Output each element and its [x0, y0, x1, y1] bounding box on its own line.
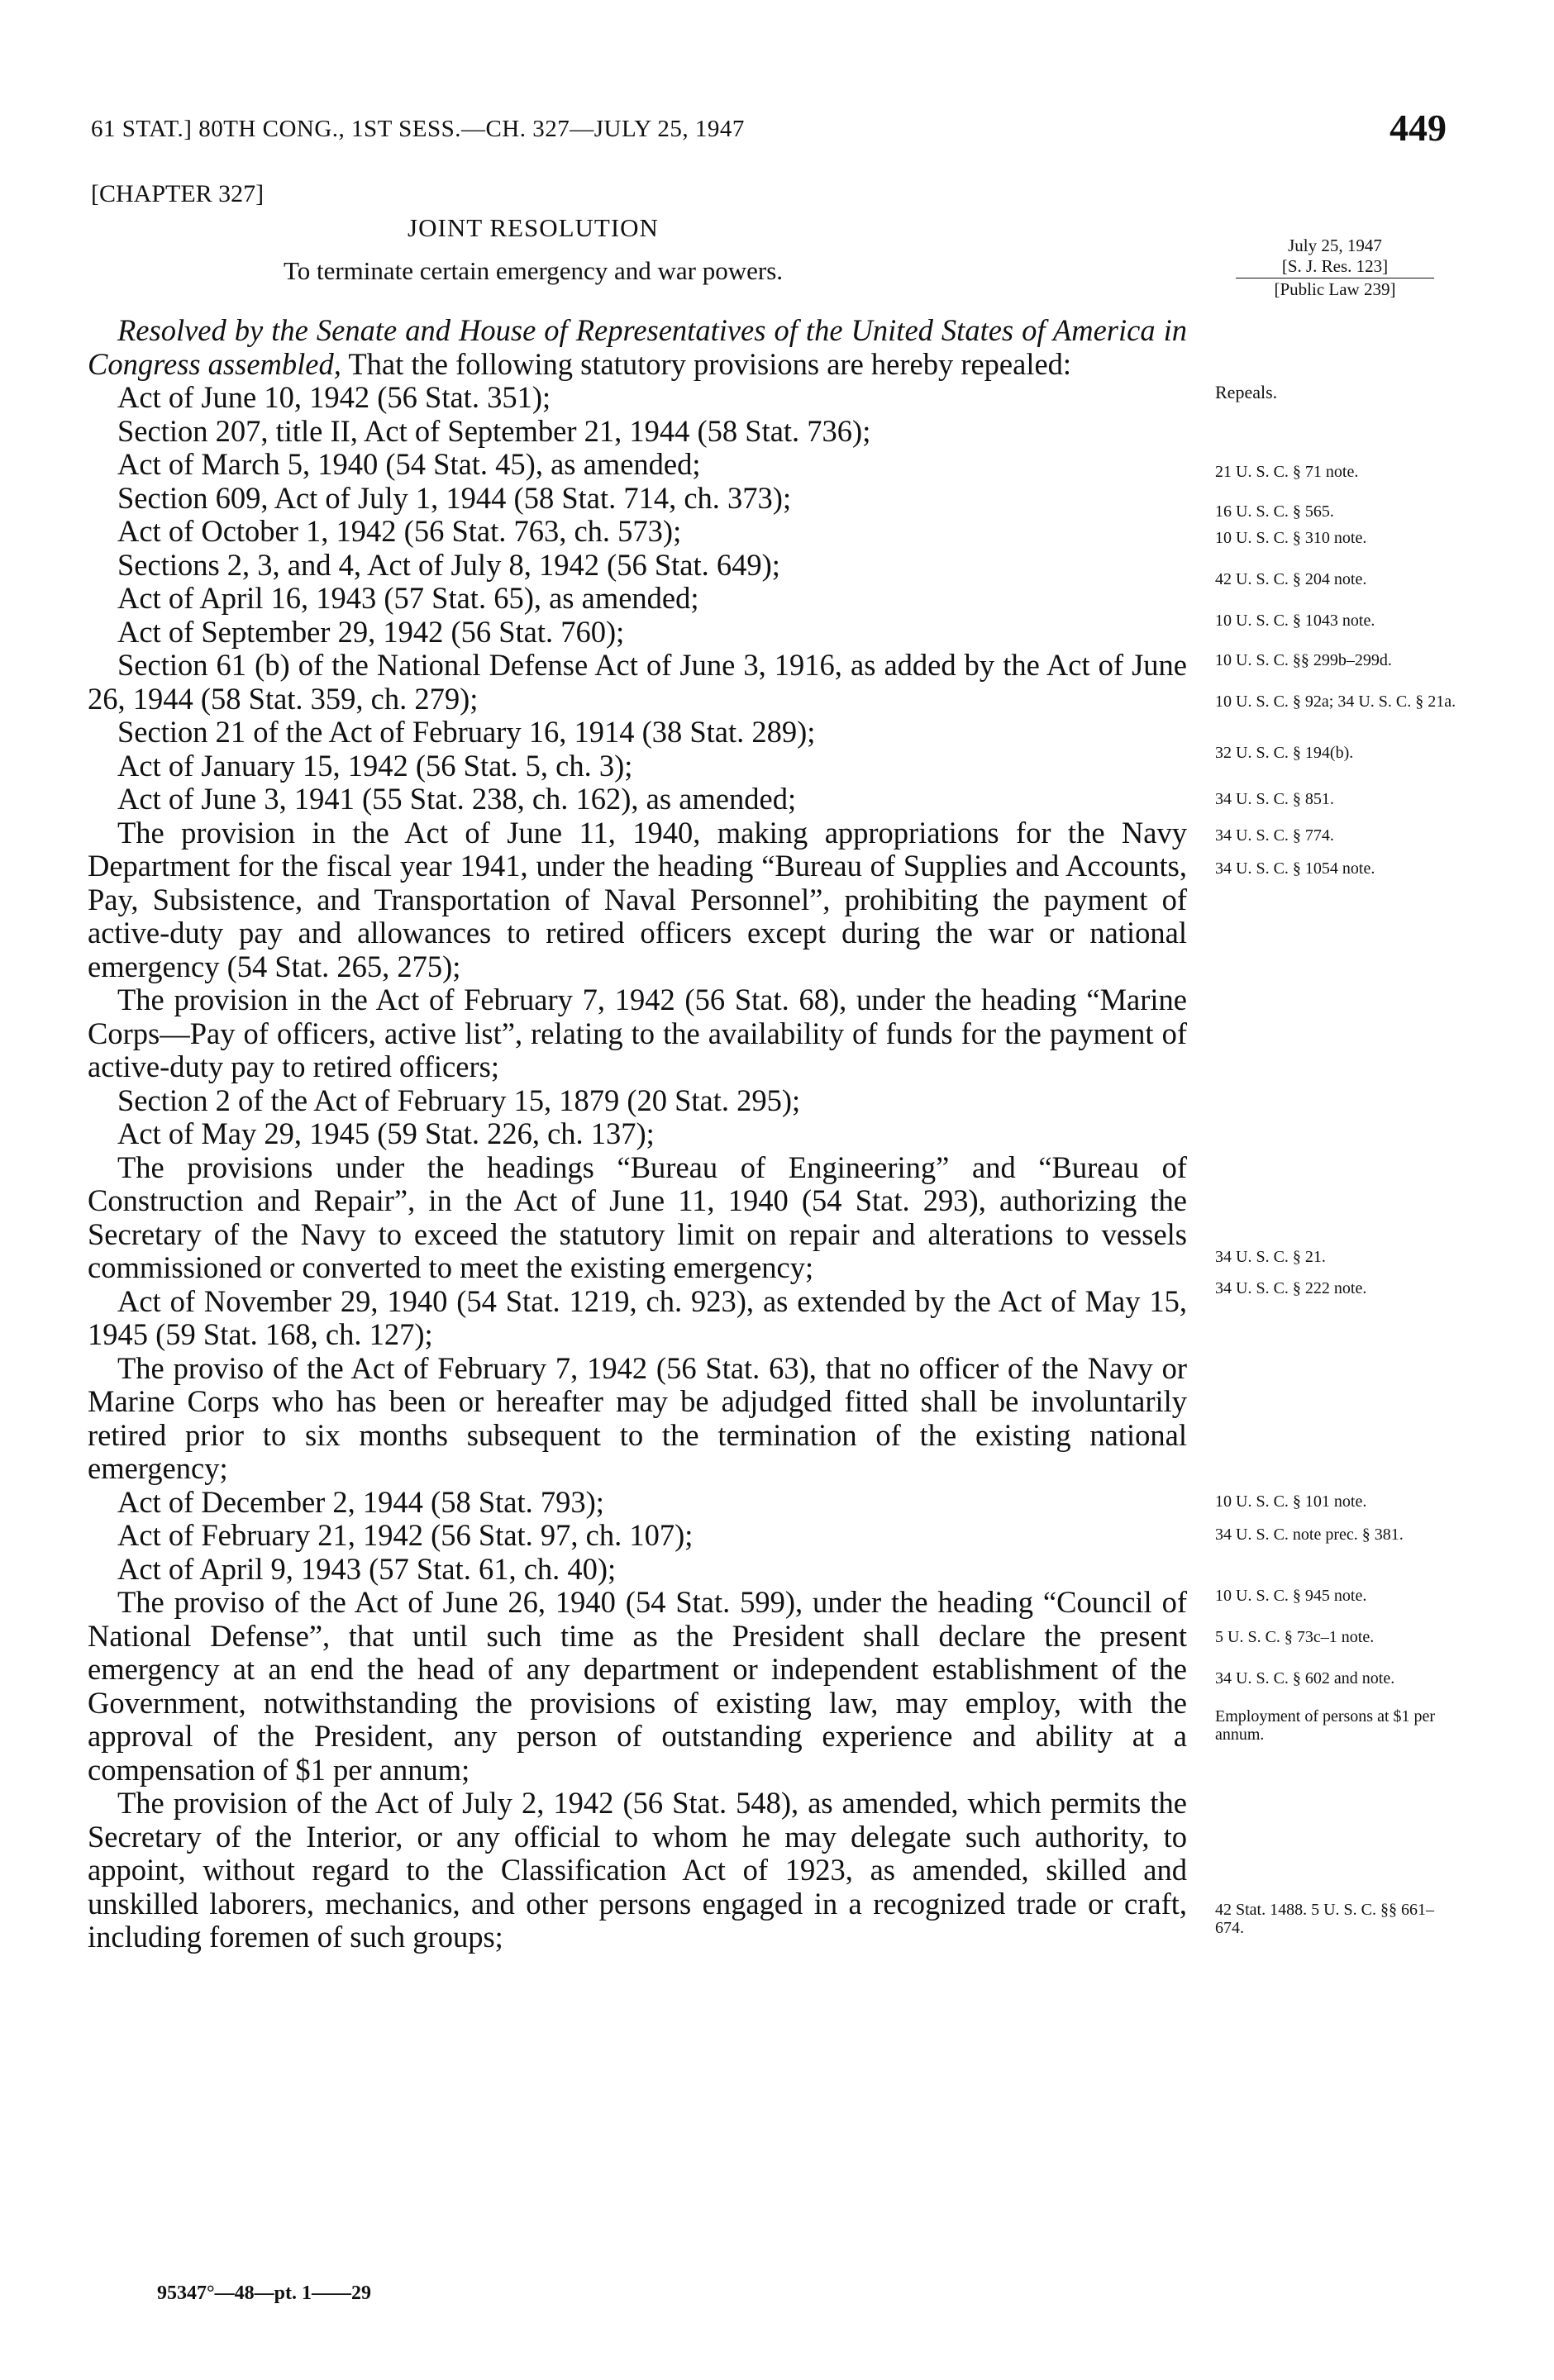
statute-paragraph: The provision in the Act of February 7, 1942 (56 Stat. 68), under the heading “Marine Corps—Pay of officers, active list”, relating to the availability of funds for the payment of active-duty pay to retired officers;	[88, 983, 1187, 1083]
statute-paragraph: Act of April 9, 1943 (57 Stat. 61, ch. 40);	[117, 1551, 617, 1586]
statute-paragraph: Section 609, Act of July 1, 1944 (58 Stat. 714, ch. 373);	[117, 480, 792, 515]
margin-note: 34 U. S. C. § 1054 note.	[1215, 859, 1375, 878]
margin-note: 10 U. S. C. §§ 299b–299d.	[1215, 651, 1392, 669]
statute-paragraph: Act of September 29, 1942 (56 Stat. 760);	[117, 614, 625, 649]
statute-paragraph: The proviso of the Act of June 26, 1940 (54 Stat. 599), under the heading “Council of National Defense”, that until such time as the President shall declare the present emergency at an end the head of any department or independent establishment of the Government, notwithstanding the provisions of existing law, may employ, with the approval of the President, any person of outstanding experience and ability at a compensation of $1 per annum;	[88, 1585, 1187, 1787]
enacting-clause-italic: Resolved by the Senate and House of Representatives of the United States of America in Congress assembled,	[88, 313, 1187, 381]
enactment-date: July 25, 1947	[1288, 236, 1382, 255]
statute-paragraph: Section 21 of the Act of February 16, 1914 (38 Stat. 289);	[117, 715, 816, 749]
page-number: 449	[1390, 107, 1447, 149]
statute-paragraph: The provision of the Act of July 2, 1942 (56 Stat. 548), as amended, which permits the Secretary of the Interior, or any official to whom he may delegate such authority, to appoint, without regard to the Classification Act of 1923, as amended, skilled and unskilled laborers, mechanics, and other persons engaged in a recognized trade or craft, including foremen of such groups;	[88, 1786, 1187, 1954]
margin-note: 10 U. S. C. § 310 note.	[1215, 529, 1367, 547]
statute-paragraph: Act of October 1, 1942 (56 Stat. 763, ch. 573);	[117, 514, 682, 548]
margin-note: 34 U. S. C. § 602 and note.	[1215, 1669, 1395, 1687]
enacting-clause-rest: That the following statutory provisions are hereby repealed:	[341, 346, 1072, 381]
statute-paragraph: The provision in the Act of June 11, 1940, making appropriations for the Navy Department for the fiscal year 1941, under the heading “Bureau of Supplies and Accounts, Pay, Subsistence, and Transportation of Naval Personnel”, prohibiting the payment of active-duty pay and allowances to retired officers except during the war or national emergency (54 Stat. 265, 275);	[88, 815, 1187, 983]
margin-note: 42 Stat. 1488. 5 U. S. C. §§ 661–674.	[1215, 1901, 1435, 1937]
bill-number: [S. J. Res. 123]	[1281, 256, 1389, 276]
margin-note: 34 U. S. C. § 774.	[1215, 826, 1334, 845]
resolution-title: JOINT RESOLUTION	[408, 213, 659, 242]
chapter-label: [CHAPTER 327]	[91, 180, 265, 207]
running-head	[91, 107, 1447, 165]
enacting-clause	[88, 314, 1187, 381]
margin-note: 16 U. S. C. § 565.	[1215, 502, 1334, 521]
statute-paragraph: Act of December 2, 1944 (58 Stat. 793);	[117, 1484, 604, 1519]
statute-paragraph: Act of April 16, 1943 (57 Stat. 65), as amended;	[117, 581, 699, 615]
margin-note: Repeals.	[1215, 382, 1278, 402]
statute-paragraph: Sections 2, 3, and 4, Act of July 8, 1942 (56 Stat. 649);	[117, 547, 780, 582]
statute-paragraph: Act of May 29, 1945 (59 Stat. 226, ch. 137);	[117, 1116, 655, 1150]
statute-paragraph: Act of June 3, 1941 (55 Stat. 238, ch. 162), as amended;	[117, 782, 797, 816]
statute-paragraph: Section 2 of the Act of February 15, 1879 (20 Stat. 295);	[117, 1083, 801, 1117]
statute-paragraph: Section 61 (b) of the National Defense Act of June 3, 1916, as added by the Act of June 26, 1944 (58 Stat. 359, ch. 279);	[88, 648, 1187, 716]
margin-note: 42 U. S. C. § 204 note.	[1215, 570, 1367, 588]
public-law-number: [Public Law 239]	[1274, 279, 1396, 299]
margin-note: 34 U. S. C. § 222 note.	[1215, 1279, 1367, 1297]
date-block	[1215, 236, 1455, 300]
statute-paragraph: Act of January 15, 1942 (56 Stat. 5, ch. 3);	[117, 748, 633, 783]
statute-paragraph: The provisions under the headings “Bureau of Engineering” and “Bureau of Construction and Repair”, in the Act of June 11, 1940 (54 Stat. 293), authorizing the Secretary of the Navy to exceed the statutory limit on repair and alterations to vessels commissioned or converted to meet the existing emergency;	[88, 1150, 1187, 1284]
margin-note: 21 U. S. C. § 71 note.	[1215, 463, 1359, 481]
statute-paragraph: Act of February 21, 1942 (56 Stat. 97, ch. 107);	[117, 1518, 694, 1552]
margin-note: 10 U. S. C. § 101 note.	[1215, 1492, 1367, 1511]
statute-paragraph: The proviso of the Act of February 7, 1942 (56 Stat. 63), that no officer of the Navy or Marine Corps who has been or hereafter may be adjudged fitted shall be involuntarily retired prior to six months subsequent to the termination of the existing national emergency;	[88, 1350, 1187, 1485]
margin-note: Employment of persons at $1 per annum.	[1215, 1707, 1436, 1744]
margin-note: 10 U. S. C. § 1043 note.	[1215, 612, 1375, 630]
margin-note: 10 U. S. C. § 92a; 34 U. S. C. § 21a.	[1215, 693, 1456, 711]
margin-note: 5 U. S. C. § 73c–1 note.	[1215, 1628, 1375, 1646]
statute-paragraph: Act of November 29, 1940 (54 Stat. 1219, ch. 923), as extended by the Act of May 15, 1945 (59 Stat. 168, ch. 127);	[88, 1283, 1187, 1351]
margin-note: 34 U. S. C. note prec. § 381.	[1215, 1526, 1404, 1544]
margin-note: 34 U. S. C. § 21.	[1215, 1248, 1326, 1266]
running-head-text: 61 STAT.] 80TH CONG., 1ST SESS.—CH. 327—JULY 25, 1947	[91, 116, 745, 142]
margin-note: 32 U. S. C. § 194(b).	[1215, 744, 1354, 762]
signature-footer: 95347°—48—pt. 1——29	[157, 2282, 371, 2304]
statute-paragraph: Act of March 5, 1940 (54 Stat. 45), as amended;	[117, 447, 701, 481]
resolution-body	[88, 314, 1187, 1954]
statute-paragraph: Section 207, title II, Act of September 21, 1944 (58 Stat. 736);	[117, 413, 871, 448]
resolution-purpose: To terminate certain emergency and war powers.	[283, 256, 784, 285]
statute-paragraph: Act of June 10, 1942 (56 Stat. 351);	[117, 380, 551, 414]
margin-note: 34 U. S. C. § 851.	[1215, 790, 1334, 808]
margin-note: 10 U. S. C. § 945 note.	[1215, 1587, 1367, 1605]
